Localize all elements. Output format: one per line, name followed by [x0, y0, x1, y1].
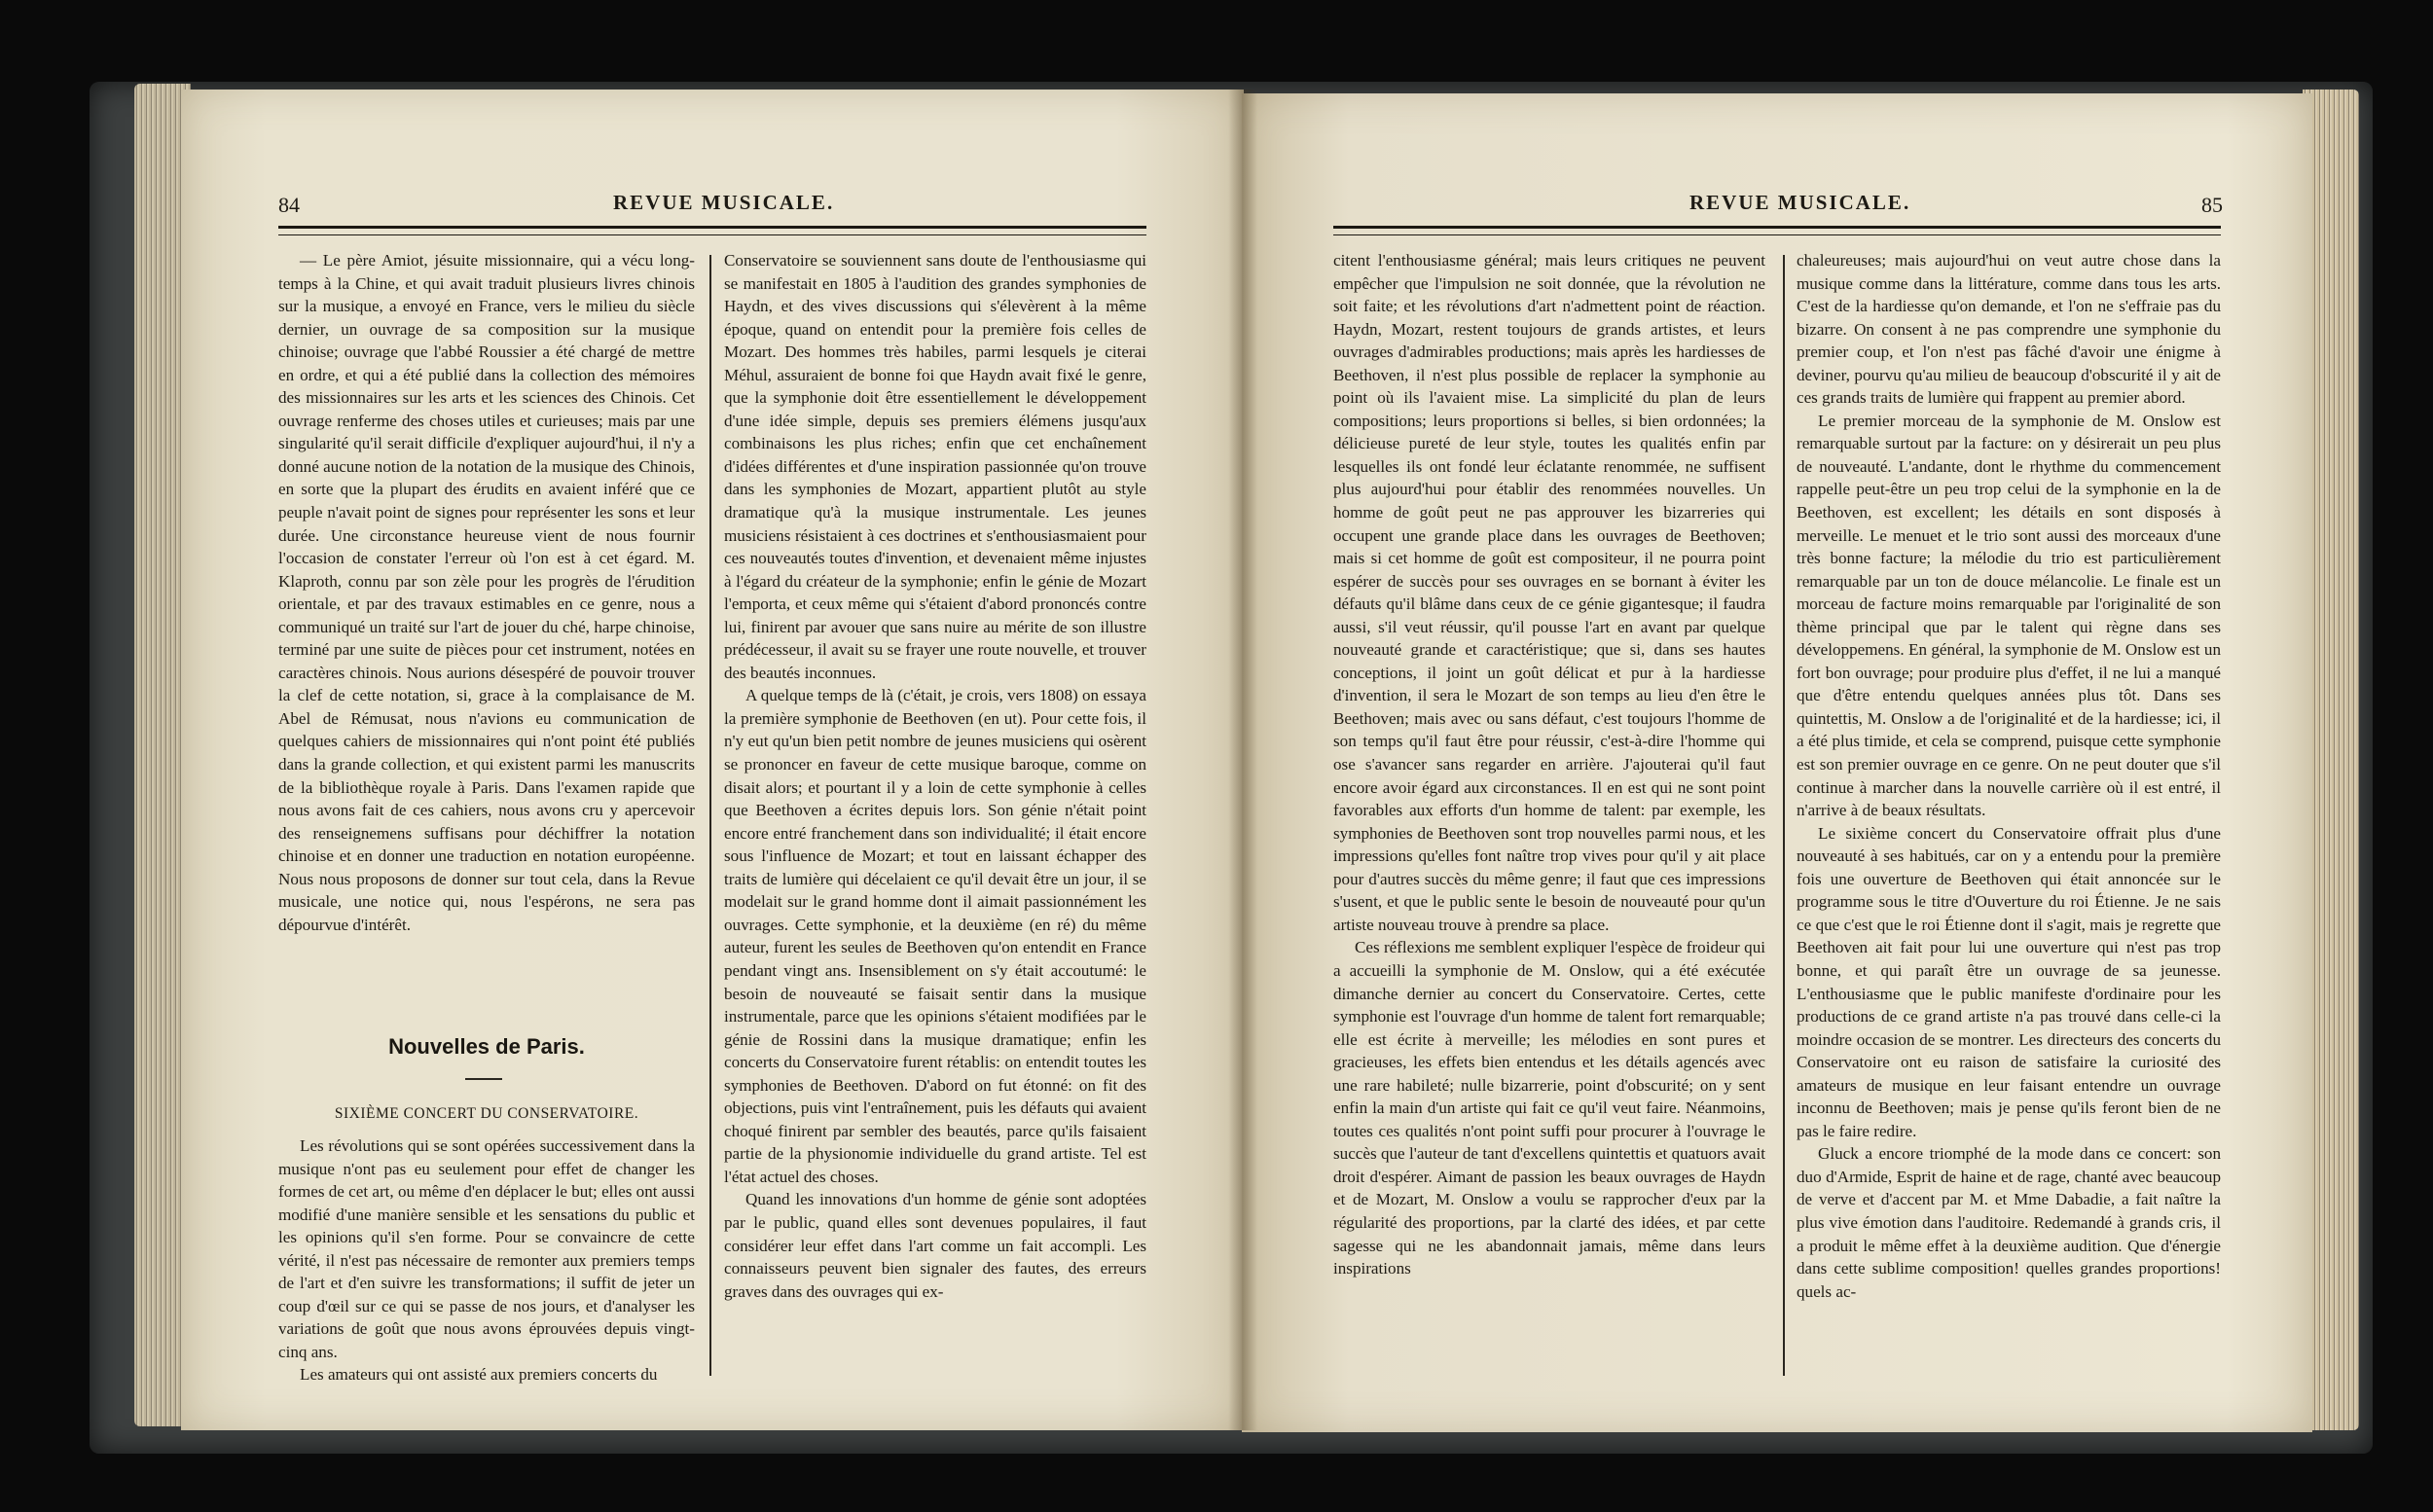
- paragraph: Quand les innovations d'un homme de génie sont adoptées par le public, quand elles sont devenues populaires, il faut considérer leur effet dans l'art comme un fait accompli. Les connaisseurs peuvent bien signaler des fautes, des erreurs graves dans des ouvrages qui ex-: [724, 1190, 1146, 1301]
- paragraph: Les révolutions qui se sont opérées successivement dans la musique n'ont pas eu seulement pour effet de changer les formes de cet art, ou même d'en déplacer le but; elles ont aussi modifié d'une manière sensible et les sensations du public et les opinions qu'il s'en forme. Pour se convaincre de cette vérité, il n'est pas nécessaire de remonter aux premiers temps de l'art et d'en suivre les transformations; il suffit de jeter un coup d'œil sur ce qui se passe de nos jours, et d'analyser les variations de goût que nous avons éprouvées depuis vingt-cinq ans.: [278, 1136, 695, 1361]
- left-column-divider: [709, 255, 711, 1376]
- book-gutter: [1228, 90, 1257, 1430]
- left-column-2: [724, 249, 1146, 1303]
- paragraph: Gluck a encore triomphé de la mode dans ce concert: son duo d'Armide, Esprit de haine et de rage, chanté avec beaucoup de verve et d'accent par M. et Mme Dabadie, a fait naître la plus vive émotion dans l'auditoire. Redemandé à grands cris, il a produit le même effet à la deuxième audition. Que d'énergie dans cette sublime composition! quelles grandes proportions! quels ac-: [1797, 1144, 2221, 1301]
- left-folio: 84: [278, 193, 300, 217]
- left-running-head: REVUE MUSICALE.: [613, 191, 835, 214]
- right-column-divider: [1783, 255, 1785, 1376]
- right-header-rule: [1333, 226, 2221, 235]
- paragraph: Les amateurs qui ont assisté aux premiers concerts du: [300, 1365, 658, 1385]
- paragraph: Conservatoire se souviennent sans doute de l'enthousiasme qui se manifestait en 1805 à l'audition des grandes symphonies de Haydn, et des vives discussions qui s'élevèrent à la même époque, quand on entendit pour la première fois celles de Mozart. Des hommes très habiles, parmi lesquels je citerai Méhul, assuraient de bonne foi que Haydn avait fixé le genre, que la symphonie doit être essentiellement le développement d'une idée simple, depuis ses premiers élémens jusqu'aux combinaisons les plus riches; enfin que cet enchaînement d'idées différentes et d'une inspiration passionnée qu'on trouve dans les symphonies de Mozart, appartient plutôt au style dramatique qu'à la musique instrumentale. Les jeunes musiciens résistaient à ces doctrines et s'enthousiasmaient pour ces nouveautés toutes d'invention, et devenaient même injustes à l'égard du créateur de la symphonie; enfin le génie de Mozart l'emporta, et ceux même qui s'étaient d'abord prononcés contre lui, finirent par avouer que sans nuire au mérite de son illustre prédécesseur, il avait su se frayer une route nouvelle, et trouver des beautés inconnues.: [724, 251, 1146, 682]
- right-running-head: REVUE MUSICALE.: [1689, 191, 1911, 214]
- paragraph: Ces réflexions me semblent expliquer l'espèce de froideur qui a accueilli la symphonie de M. Onslow, qui a été exécutée dimanche dernier au concert du Conservatoire. Certes, cette symphonie est l'ouvrage d'un homme de talent fort remarquable; elle est écrite à merveille; les mélodies en sont pures et gracieuses, les effets bien entendus et les détails agencés avec une rare habileté; nulle bizarrerie, point d'obscurité; on y sent enfin la main d'un artiste qui fait ce qu'il veut faire. Néanmoins, toutes ces qualités n'ont point suffi pour procurer à l'ouvrage le succès que l'auteur de tant d'excellens quintettis et quatuors avait droit d'espérer. Aimant de passion les beaux ouvrages de Haydn et de Mozart, M. Onslow a voulu se rapprocher d'eux par la régularité des proportions, par la clarté des idées, et par cette sagesse qui ne les abandonnait jamais, même dans leurs inspirations: [1333, 938, 1765, 1278]
- right-column-2: [1797, 249, 2221, 1303]
- paragraph: — Le père Amiot, jésuite missionnaire, qui a vécu long-temps à la Chine, et qui avait traduit plusieurs livres chinois sur la musique, a envoyé en France, vers le milieu du siècle dernier, un ouvrage de sa composition sur la musique chinoise; ouvrage que l'abbé Roussier a été chargé de mettre en ordre, et qui a été publié dans la collection des mémoires des missionnaires sur les arts et les sciences des Chinois. Cet ouvrage renferme des choses utiles et curieuses; mais par une singularité qu'il serait difficile d'expliquer aujourd'hui, il n'y a donné aucune notion de la notation de la musique des Chinois, en sorte que la plupart des érudits en avaient inféré que ce peuple n'avait point de signes pour représenter les sons et leur durée. Une circonstance heureuse vient de nous fournir l'occasion de constater l'erreur où l'on est à cet égard. M. Klaproth, connu par son zèle pour les progrès de l'érudition orientale, et par des travaux estimables en ce genre, nous a communiqué un traité sur l'art de jouer du ché, harpe chinoise, terminé par une suite de pièces pour cet instrument, notées en caractères chinois. Nous aurions désespéré de pouvoir trouver la clef de cette notation, si, grace à la complaisance de M. Abel de Rémusat, nous n'avions eu communication de quelques cahiers de missionnaires qui n'ont point été publiés dans la grande collection, et qui existent parmi les manuscrits de la bibliothèque royale à Paris. Dans l'examen rapide que nous avons fait de ces cahiers, nous avons cru y apercevoir des renseignemens suffisans pour déchiffrer la notation chinoise et en donner une traduction en notation européenne. Nous nous proposons de donner sur tout cela, dans la Revue musicale, une notice qui, nous l'espérons, ne sera pas dépourvue d'intérêt.: [278, 251, 695, 934]
- left-header-rule: [278, 226, 1146, 235]
- left-column-1-bottom: [278, 1134, 695, 1386]
- subsection-title: SIXIÈME CONCERT DU CONSERVATOIRE.: [334, 1105, 639, 1122]
- section-title: Nouvelles de Paris.: [388, 1034, 585, 1059]
- paragraph: Le sixième concert du Conservatoire offrait plus d'une nouveauté à ses habitués, car on y a entendu pour la première fois une ouverture de Beethoven qui était annoncée sur le programme sous le titre d'Ouverture du roi Étienne. Je ne sais ce que c'est que le roi Étienne dont il s'agit, mais je regrette que Beethoven ait fait pour lui une ouverture qui n'est pas trop bonne, et qui paraît être un ouvrage de sa jeunesse. L'enthousiasme que le public manifeste d'ordinaire pour les productions de ce grand artiste n'a pas trouvé dans celle-ci la moindre occasion de se montrer. Les directeurs des concerts du Conservatoire ont eu raison de satisfaire la curiosité des amateurs de musique en leur faisant entendre un ouvrage inconnu de Beethoven; mais je pense qu'ils feront bien de ne pas le faire redire.: [1797, 823, 2221, 1140]
- right-folio: 85: [2201, 193, 2223, 217]
- right-column-1: [1333, 249, 1765, 1280]
- paragraph: citent l'enthousiasme général; mais leurs critiques ne peuvent empêcher que l'impulsion ne soit donnée, que la révolution ne soit faite; et les révolutions d'art n'admettent point de réaction. Haydn, Mozart, restent toujours de grands artistes, et leurs ouvrages d'admirables productions; mais après les hardiesses de Beethoven, il n'est plus possible de replacer la symphonie au point où ils l'avaient mise. La simplicité du plan de leurs compositions; leurs proportions si belles, si bien ordonnées; la délicieuse pureté de leur style, toutes les qualités enfin par lesquelles ils ont fondé leur éclatante renommée, ne suffisent plus aujourd'hui pour établir des renommées nouvelles. Un homme de goût peut ne pas approuver les bizarreries qui occupent une grande place dans les ouvrages de Beethoven; mais si cet homme de goût est compositeur, il ne pourra point espérer de succès pour ses ouvrages en se bornant à éviter les défauts qu'il blâme dans ceux de ce génie gigantesque; il faudra aussi, s'il veut réussir, qu'il pousse l'art en avant par quelque nouveauté grande et caractéristique; que si, dans ses hautes conceptions, il joint un goût délicat et pur à la hardiesse d'invention, il sera le Mozart de son temps au lieu d'en être le Beethoven; mais avec ou sans défaut, c'est toujours l'homme de son temps qu'il faut être pour réussir, c'est-à-dire l'homme qui ose s'avancer sans regarder en arrière. J'ajouterai qu'il faut encore avoir égard aux circonstances. Il en est qui ne sont point favorables aux efforts d'un homme de talent: par exemple, les symphonies de Beethoven sont trop nouvelles parmi nous, et les impressions qu'elles font naître trop vives pour qu'il y ait place pour d'autres succès du même genre; il faut que ces impressions s'usent, et que le public sente le besoin de nouveauté pour qu'un artiste nouveau trouve à prendre sa place.: [1333, 251, 1765, 934]
- section-rule: [465, 1078, 502, 1080]
- left-column-1-top: [278, 249, 695, 936]
- paragraph: A quelque temps de là (c'était, je crois, vers 1808) on essaya la première symphonie de Beethoven (en ut). Pour cette fois, il n'y eut qu'un bien petit nombre de jeunes musiciens qui osèrent se prononcer en faveur de cette musique baroque, comme on disait alors; et pourtant il y a loin de cette symphonie à celles que Beethoven a écrites depuis lors. Son génie n'était point encore entré franchement dans son individualité; il était encore sous l'influence de Mozart; et tout en laissant échapper des traits de lumière qui décelaient ce qu'il devait être un jour, il se modelait sur le grand homme dont il aimait passionnément les ouvrages. Cette symphonie, et la deuxième (en ré) du même auteur, furent les seules de Beethoven qu'on entendit en France pendant vingt ans. Insensiblement on s'y était accoutumé: le besoin de nouveauté se faisait sentir dans la musique instrumentale, parce que les opinions s'étaient modifiées par le génie de Rossini dans la musique dramatique; enfin les concerts du Conservatoire furent rétablis: on entendit toutes les symphonies de Beethoven. D'abord on fut étonné: on fit des objections, puis vint l'entraînement, puis les défauts qui avaient choqué finirent par sembler des beautés, parce qu'ils faisaient partie de la physionomie individuelle du grand artiste. Tel est l'état actuel des choses.: [724, 686, 1146, 1186]
- paragraph: chaleureuses; mais aujourd'hui on veut autre chose dans la musique comme dans la littérature, comme dans tous les arts. C'est de la hardiesse qu'on demande, et l'on ne s'effraie pas du bizarre. On consent à ne pas comprendre une symphonie du premier coup, et l'on n'est pas fâché d'avoir une énigme à deviner, pourvu qu'au milieu de beaucoup d'obscurité il y ait de ces grands traits de lumière qui frappent au premier abord.: [1797, 251, 2221, 408]
- paragraph: Le premier morceau de la symphonie de M. Onslow est remarquable surtout par la facture: on y désirerait un peu plus de nouveauté. L'andante, dont le rhythme du commencement rappelle peut-être un peu trop celui de la symphonie en la de Beethoven, est excellent; les détails en sont disposés à merveille. Le menuet et le trio sont aussi des morceaux d'une très bonne facture; la mélodie du trio est particulièrement remarquable par un ton de douce mélancolie. Le finale est un morceau de facture moins remarquable par l'originalité de son thème principal que par le talent qui règne dans ses développemens. En général, la symphonie de M. Onslow est un fort bon ouvrage; pour produire plus d'effet, il ne lui a manqué que d'être entendu quelques années plus tôt. Dans ses quintettis, M. Onslow a de l'originalité et de la hardiesse; ici, il a été plus timide, et cela se comprend, puisque cette symphonie est son premier ouvrage en ce genre. On ne peut douter que s'il continue à marcher dans la nouvelle carrière où il est entré, il n'arrive à de beaux résultats.: [1797, 411, 2221, 820]
